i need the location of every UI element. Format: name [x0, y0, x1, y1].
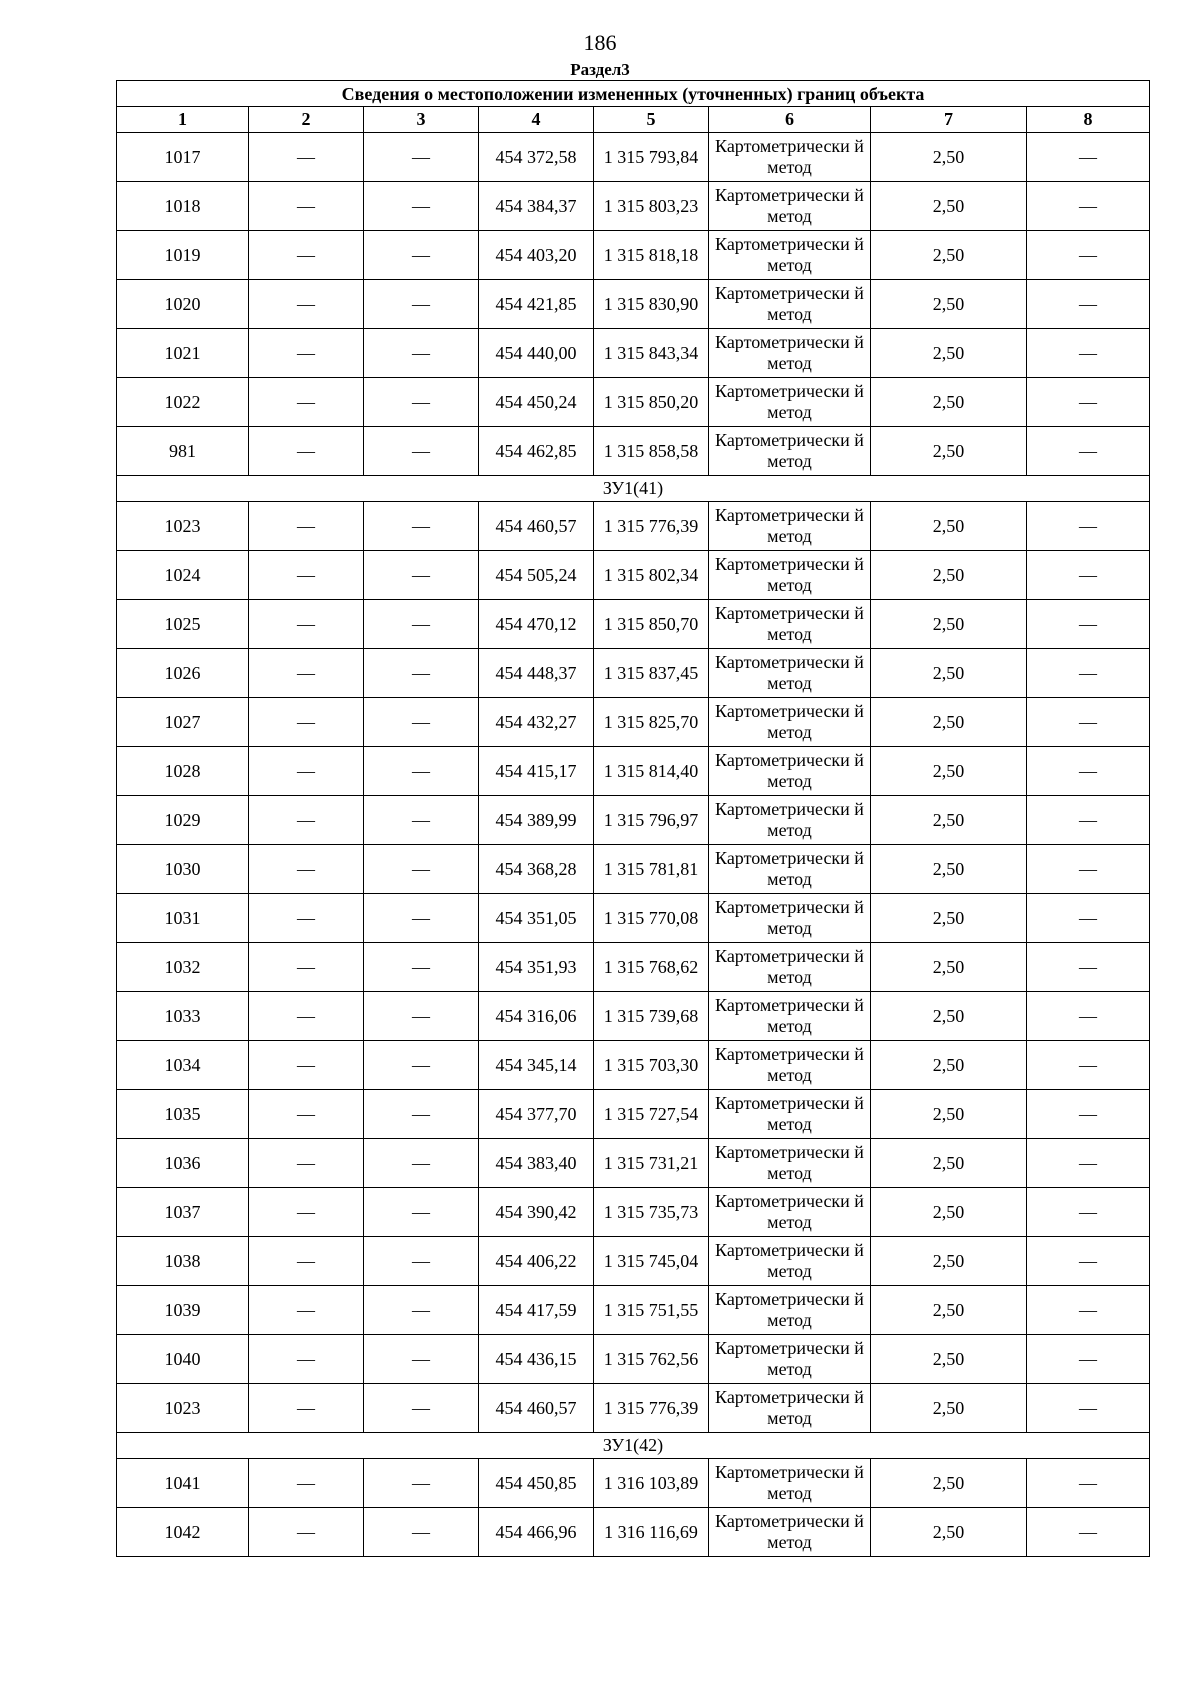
x-coordinate-cell: 454 372,58: [479, 133, 594, 182]
col8-cell: —: [1027, 600, 1150, 649]
y-coordinate-cell: 1 315 818,18: [594, 231, 709, 280]
table-body: [117, 133, 1150, 1557]
method-cell: Картометрически й метод: [709, 551, 871, 600]
y-coordinate-cell: 1 315 802,34: [594, 551, 709, 600]
method-cell: Картометрически й метод: [709, 133, 871, 182]
accuracy-cell: 2,50: [871, 845, 1027, 894]
point-number-cell: 1039: [117, 1286, 249, 1335]
y-coordinate-cell: 1 315 762,56: [594, 1335, 709, 1384]
col8-cell: —: [1027, 1459, 1150, 1508]
accuracy-cell: 2,50: [871, 649, 1027, 698]
method-cell: Картометрически й метод: [709, 1090, 871, 1139]
col2-cell: —: [249, 1459, 364, 1508]
col2-cell: —: [249, 280, 364, 329]
method-cell: Картометрически й метод: [709, 231, 871, 280]
y-coordinate-cell: 1 315 770,08: [594, 894, 709, 943]
col8-cell: —: [1027, 502, 1150, 551]
method-cell: Картометрически й метод: [709, 182, 871, 231]
col8-cell: —: [1027, 182, 1150, 231]
point-number-cell: 1030: [117, 845, 249, 894]
accuracy-cell: 2,50: [871, 992, 1027, 1041]
col3-cell: —: [364, 1139, 479, 1188]
x-coordinate-cell: 454 415,17: [479, 747, 594, 796]
table-title: Сведения о местоположении измененных (уточненных) границ объекта: [117, 81, 1150, 107]
col8-cell: —: [1027, 551, 1150, 600]
y-coordinate-cell: 1 315 703,30: [594, 1041, 709, 1090]
x-coordinate-cell: 454 417,59: [479, 1286, 594, 1335]
point-number-cell: 1022: [117, 378, 249, 427]
accuracy-cell: 2,50: [871, 551, 1027, 600]
method-cell: Картометрически й метод: [709, 600, 871, 649]
table-row: [117, 649, 1150, 698]
y-coordinate-cell: 1 315 731,21: [594, 1139, 709, 1188]
table-row: [117, 1384, 1150, 1433]
table-row: [117, 698, 1150, 747]
y-coordinate-cell: 1 315 850,70: [594, 600, 709, 649]
point-number-cell: 1031: [117, 894, 249, 943]
col3-cell: —: [364, 649, 479, 698]
accuracy-cell: 2,50: [871, 1090, 1027, 1139]
y-coordinate-cell: 1 315 751,55: [594, 1286, 709, 1335]
column-header: 5: [594, 107, 709, 133]
method-cell: Картометрически й метод: [709, 649, 871, 698]
col8-cell: —: [1027, 1188, 1150, 1237]
table-row: [117, 1041, 1150, 1090]
col3-cell: —: [364, 1237, 479, 1286]
col8-cell: —: [1027, 796, 1150, 845]
col3-cell: —: [364, 845, 479, 894]
x-coordinate-cell: 454 368,28: [479, 845, 594, 894]
table-row: [117, 378, 1150, 427]
col2-cell: —: [249, 1286, 364, 1335]
col2-cell: —: [249, 992, 364, 1041]
accuracy-cell: 2,50: [871, 600, 1027, 649]
table-row: [117, 329, 1150, 378]
method-cell: Картометрически й метод: [709, 329, 871, 378]
col8-cell: —: [1027, 1139, 1150, 1188]
column-header: 3: [364, 107, 479, 133]
y-coordinate-cell: 1 315 796,97: [594, 796, 709, 845]
col8-cell: —: [1027, 698, 1150, 747]
point-number-cell: 1040: [117, 1335, 249, 1384]
x-coordinate-cell: 454 390,42: [479, 1188, 594, 1237]
y-coordinate-cell: 1 315 776,39: [594, 502, 709, 551]
col2-cell: —: [249, 845, 364, 894]
accuracy-cell: 2,50: [871, 1459, 1027, 1508]
col3-cell: —: [364, 1286, 479, 1335]
point-number-cell: 1037: [117, 1188, 249, 1237]
method-cell: Картометрически й метод: [709, 1508, 871, 1557]
table-row: [117, 1139, 1150, 1188]
point-number-cell: 1036: [117, 1139, 249, 1188]
column-header: 1: [117, 107, 249, 133]
group-label: ЗУ1(41): [117, 476, 1150, 502]
method-cell: Картометрически й метод: [709, 1237, 871, 1286]
point-number-cell: 1020: [117, 280, 249, 329]
y-coordinate-cell: 1 315 837,45: [594, 649, 709, 698]
accuracy-cell: 2,50: [871, 1286, 1027, 1335]
col3-cell: —: [364, 1188, 479, 1237]
column-header: 6: [709, 107, 871, 133]
method-cell: Картометрически й метод: [709, 1188, 871, 1237]
method-cell: Картометрически й метод: [709, 796, 871, 845]
col8-cell: —: [1027, 943, 1150, 992]
col2-cell: —: [249, 698, 364, 747]
method-cell: Картометрически й метод: [709, 992, 871, 1041]
col2-cell: —: [249, 1335, 364, 1384]
col2-cell: —: [249, 1237, 364, 1286]
accuracy-cell: 2,50: [871, 231, 1027, 280]
method-cell: Картометрически й метод: [709, 1139, 871, 1188]
table-row: [117, 1459, 1150, 1508]
table-row: [117, 427, 1150, 476]
table-row: [117, 1237, 1150, 1286]
col8-cell: —: [1027, 378, 1150, 427]
col8-cell: —: [1027, 649, 1150, 698]
method-cell: Картометрически й метод: [709, 845, 871, 894]
table-row: [117, 502, 1150, 551]
point-number-cell: 1041: [117, 1459, 249, 1508]
col8-cell: —: [1027, 747, 1150, 796]
col8-cell: —: [1027, 845, 1150, 894]
table-row: [117, 182, 1150, 231]
x-coordinate-cell: 454 389,99: [479, 796, 594, 845]
x-coordinate-cell: 454 450,85: [479, 1459, 594, 1508]
col2-cell: —: [249, 502, 364, 551]
method-cell: Картометрически й метод: [709, 1459, 871, 1508]
y-coordinate-cell: 1 315 793,84: [594, 133, 709, 182]
table-row: [117, 894, 1150, 943]
col2-cell: —: [249, 796, 364, 845]
col3-cell: —: [364, 280, 479, 329]
accuracy-cell: 2,50: [871, 133, 1027, 182]
y-coordinate-cell: 1 315 814,40: [594, 747, 709, 796]
method-cell: Картометрически й метод: [709, 1335, 871, 1384]
col2-cell: —: [249, 1041, 364, 1090]
col2-cell: —: [249, 1188, 364, 1237]
table-row: [117, 747, 1150, 796]
col2-cell: —: [249, 182, 364, 231]
accuracy-cell: 2,50: [871, 894, 1027, 943]
col3-cell: —: [364, 551, 479, 600]
table-row: [117, 133, 1150, 182]
col3-cell: —: [364, 182, 479, 231]
y-coordinate-cell: 1 315 781,81: [594, 845, 709, 894]
col3-cell: —: [364, 329, 479, 378]
col3-cell: —: [364, 698, 479, 747]
y-coordinate-cell: 1 316 116,69: [594, 1508, 709, 1557]
method-cell: Картометрически й метод: [709, 894, 871, 943]
method-cell: Картометрически й метод: [709, 1384, 871, 1433]
point-number-cell: 1027: [117, 698, 249, 747]
col2-cell: —: [249, 551, 364, 600]
point-number-cell: 1024: [117, 551, 249, 600]
page-number: 186: [583, 30, 617, 55]
accuracy-cell: 2,50: [871, 1139, 1027, 1188]
col3-cell: —: [364, 427, 479, 476]
point-number-cell: 1025: [117, 600, 249, 649]
accuracy-cell: 2,50: [871, 1384, 1027, 1433]
col8-cell: —: [1027, 1335, 1150, 1384]
accuracy-cell: 2,50: [871, 502, 1027, 551]
col3-cell: —: [364, 600, 479, 649]
x-coordinate-cell: 454 345,14: [479, 1041, 594, 1090]
method-cell: Картометрически й метод: [709, 1286, 871, 1335]
x-coordinate-cell: 454 466,96: [479, 1508, 594, 1557]
point-number-cell: 1028: [117, 747, 249, 796]
accuracy-cell: 2,50: [871, 796, 1027, 845]
table-row: [117, 845, 1150, 894]
col8-cell: —: [1027, 133, 1150, 182]
point-number-cell: 1042: [117, 1508, 249, 1557]
col3-cell: —: [364, 894, 479, 943]
col2-cell: —: [249, 943, 364, 992]
point-number-cell: 1035: [117, 1090, 249, 1139]
point-number-cell: 1034: [117, 1041, 249, 1090]
table-row: [117, 551, 1150, 600]
y-coordinate-cell: 1 315 735,73: [594, 1188, 709, 1237]
col2-cell: —: [249, 133, 364, 182]
method-cell: Картометрически й метод: [709, 427, 871, 476]
table-row: [117, 280, 1150, 329]
col8-cell: —: [1027, 894, 1150, 943]
column-header: 2: [249, 107, 364, 133]
accuracy-cell: 2,50: [871, 1508, 1027, 1557]
col8-cell: —: [1027, 1237, 1150, 1286]
accuracy-cell: 2,50: [871, 1188, 1027, 1237]
method-cell: Картометрически й метод: [709, 1041, 871, 1090]
x-coordinate-cell: 454 470,12: [479, 600, 594, 649]
x-coordinate-cell: 454 316,06: [479, 992, 594, 1041]
accuracy-cell: 2,50: [871, 378, 1027, 427]
group-row: [117, 476, 1150, 502]
point-number-cell: 1033: [117, 992, 249, 1041]
accuracy-cell: 2,50: [871, 329, 1027, 378]
col3-cell: —: [364, 943, 479, 992]
col8-cell: —: [1027, 427, 1150, 476]
col2-cell: —: [249, 894, 364, 943]
group-row: [117, 1433, 1150, 1459]
column-header: 4: [479, 107, 594, 133]
col8-cell: —: [1027, 1090, 1150, 1139]
column-header: 7: [871, 107, 1027, 133]
col3-cell: —: [364, 1041, 479, 1090]
x-coordinate-cell: 454 351,93: [479, 943, 594, 992]
y-coordinate-cell: 1 315 830,90: [594, 280, 709, 329]
section-label: Раздел3: [570, 60, 630, 79]
accuracy-cell: 2,50: [871, 1041, 1027, 1090]
col3-cell: —: [364, 992, 479, 1041]
x-coordinate-cell: 454 505,24: [479, 551, 594, 600]
accuracy-cell: 2,50: [871, 698, 1027, 747]
col3-cell: —: [364, 133, 479, 182]
x-coordinate-cell: 454 460,57: [479, 502, 594, 551]
point-number-cell: 1021: [117, 329, 249, 378]
y-coordinate-cell: 1 315 858,58: [594, 427, 709, 476]
col2-cell: —: [249, 427, 364, 476]
col2-cell: —: [249, 747, 364, 796]
point-number-cell: 1018: [117, 182, 249, 231]
point-number-cell: 1017: [117, 133, 249, 182]
y-coordinate-cell: 1 315 739,68: [594, 992, 709, 1041]
col2-cell: —: [249, 600, 364, 649]
point-number-cell: 1032: [117, 943, 249, 992]
coordinates-table: [116, 80, 1150, 1557]
y-coordinate-cell: 1 315 727,54: [594, 1090, 709, 1139]
table-row: [117, 1508, 1150, 1557]
method-cell: Картометрически й метод: [709, 502, 871, 551]
table-row: [117, 943, 1150, 992]
table-row: [117, 600, 1150, 649]
col3-cell: —: [364, 1090, 479, 1139]
method-cell: Картометрически й метод: [709, 943, 871, 992]
col2-cell: —: [249, 329, 364, 378]
col3-cell: —: [364, 1384, 479, 1433]
x-coordinate-cell: 454 351,05: [479, 894, 594, 943]
table-row: [117, 1188, 1150, 1237]
point-number-cell: 1023: [117, 1384, 249, 1433]
y-coordinate-cell: 1 315 776,39: [594, 1384, 709, 1433]
x-coordinate-cell: 454 462,85: [479, 427, 594, 476]
x-coordinate-cell: 454 421,85: [479, 280, 594, 329]
table-row: [117, 1335, 1150, 1384]
table-row: [117, 1090, 1150, 1139]
accuracy-cell: 2,50: [871, 427, 1027, 476]
col8-cell: —: [1027, 1384, 1150, 1433]
col2-cell: —: [249, 1090, 364, 1139]
col2-cell: —: [249, 1384, 364, 1433]
col3-cell: —: [364, 1335, 479, 1384]
x-coordinate-cell: 454 377,70: [479, 1090, 594, 1139]
accuracy-cell: 2,50: [871, 1237, 1027, 1286]
x-coordinate-cell: 454 403,20: [479, 231, 594, 280]
table-row: [117, 992, 1150, 1041]
x-coordinate-cell: 454 436,15: [479, 1335, 594, 1384]
y-coordinate-cell: 1 315 843,34: [594, 329, 709, 378]
col3-cell: —: [364, 747, 479, 796]
col3-cell: —: [364, 1459, 479, 1508]
col3-cell: —: [364, 378, 479, 427]
point-number-cell: 1038: [117, 1237, 249, 1286]
x-coordinate-cell: 454 460,57: [479, 1384, 594, 1433]
accuracy-cell: 2,50: [871, 182, 1027, 231]
y-coordinate-cell: 1 315 768,62: [594, 943, 709, 992]
method-cell: Картометрически й метод: [709, 698, 871, 747]
col8-cell: —: [1027, 280, 1150, 329]
table-row: [117, 796, 1150, 845]
accuracy-cell: 2,50: [871, 280, 1027, 329]
col8-cell: —: [1027, 1041, 1150, 1090]
col2-cell: —: [249, 1508, 364, 1557]
col2-cell: —: [249, 1139, 364, 1188]
col3-cell: —: [364, 231, 479, 280]
method-cell: Картометрически й метод: [709, 378, 871, 427]
col2-cell: —: [249, 378, 364, 427]
col3-cell: —: [364, 502, 479, 551]
point-number-cell: 1029: [117, 796, 249, 845]
y-coordinate-cell: 1 315 803,23: [594, 182, 709, 231]
y-coordinate-cell: 1 316 103,89: [594, 1459, 709, 1508]
accuracy-cell: 2,50: [871, 943, 1027, 992]
x-coordinate-cell: 454 432,27: [479, 698, 594, 747]
table-row: [117, 231, 1150, 280]
x-coordinate-cell: 454 406,22: [479, 1237, 594, 1286]
method-cell: Картометрически й метод: [709, 747, 871, 796]
col2-cell: —: [249, 649, 364, 698]
col8-cell: —: [1027, 329, 1150, 378]
col3-cell: —: [364, 796, 479, 845]
y-coordinate-cell: 1 315 825,70: [594, 698, 709, 747]
x-coordinate-cell: 454 440,00: [479, 329, 594, 378]
col8-cell: —: [1027, 1508, 1150, 1557]
col3-cell: —: [364, 1508, 479, 1557]
column-header: 8: [1027, 107, 1150, 133]
col8-cell: —: [1027, 992, 1150, 1041]
point-number-cell: 981: [117, 427, 249, 476]
y-coordinate-cell: 1 315 745,04: [594, 1237, 709, 1286]
point-number-cell: 1019: [117, 231, 249, 280]
accuracy-cell: 2,50: [871, 747, 1027, 796]
x-coordinate-cell: 454 450,24: [479, 378, 594, 427]
accuracy-cell: 2,50: [871, 1335, 1027, 1384]
x-coordinate-cell: 454 383,40: [479, 1139, 594, 1188]
group-label: ЗУ1(42): [117, 1433, 1150, 1459]
table-row: [117, 1286, 1150, 1335]
col2-cell: —: [249, 231, 364, 280]
x-coordinate-cell: 454 448,37: [479, 649, 594, 698]
column-header-row: [117, 107, 1150, 133]
x-coordinate-cell: 454 384,37: [479, 182, 594, 231]
y-coordinate-cell: 1 315 850,20: [594, 378, 709, 427]
point-number-cell: 1026: [117, 649, 249, 698]
method-cell: Картометрически й метод: [709, 280, 871, 329]
col8-cell: —: [1027, 1286, 1150, 1335]
point-number-cell: 1023: [117, 502, 249, 551]
col8-cell: —: [1027, 231, 1150, 280]
